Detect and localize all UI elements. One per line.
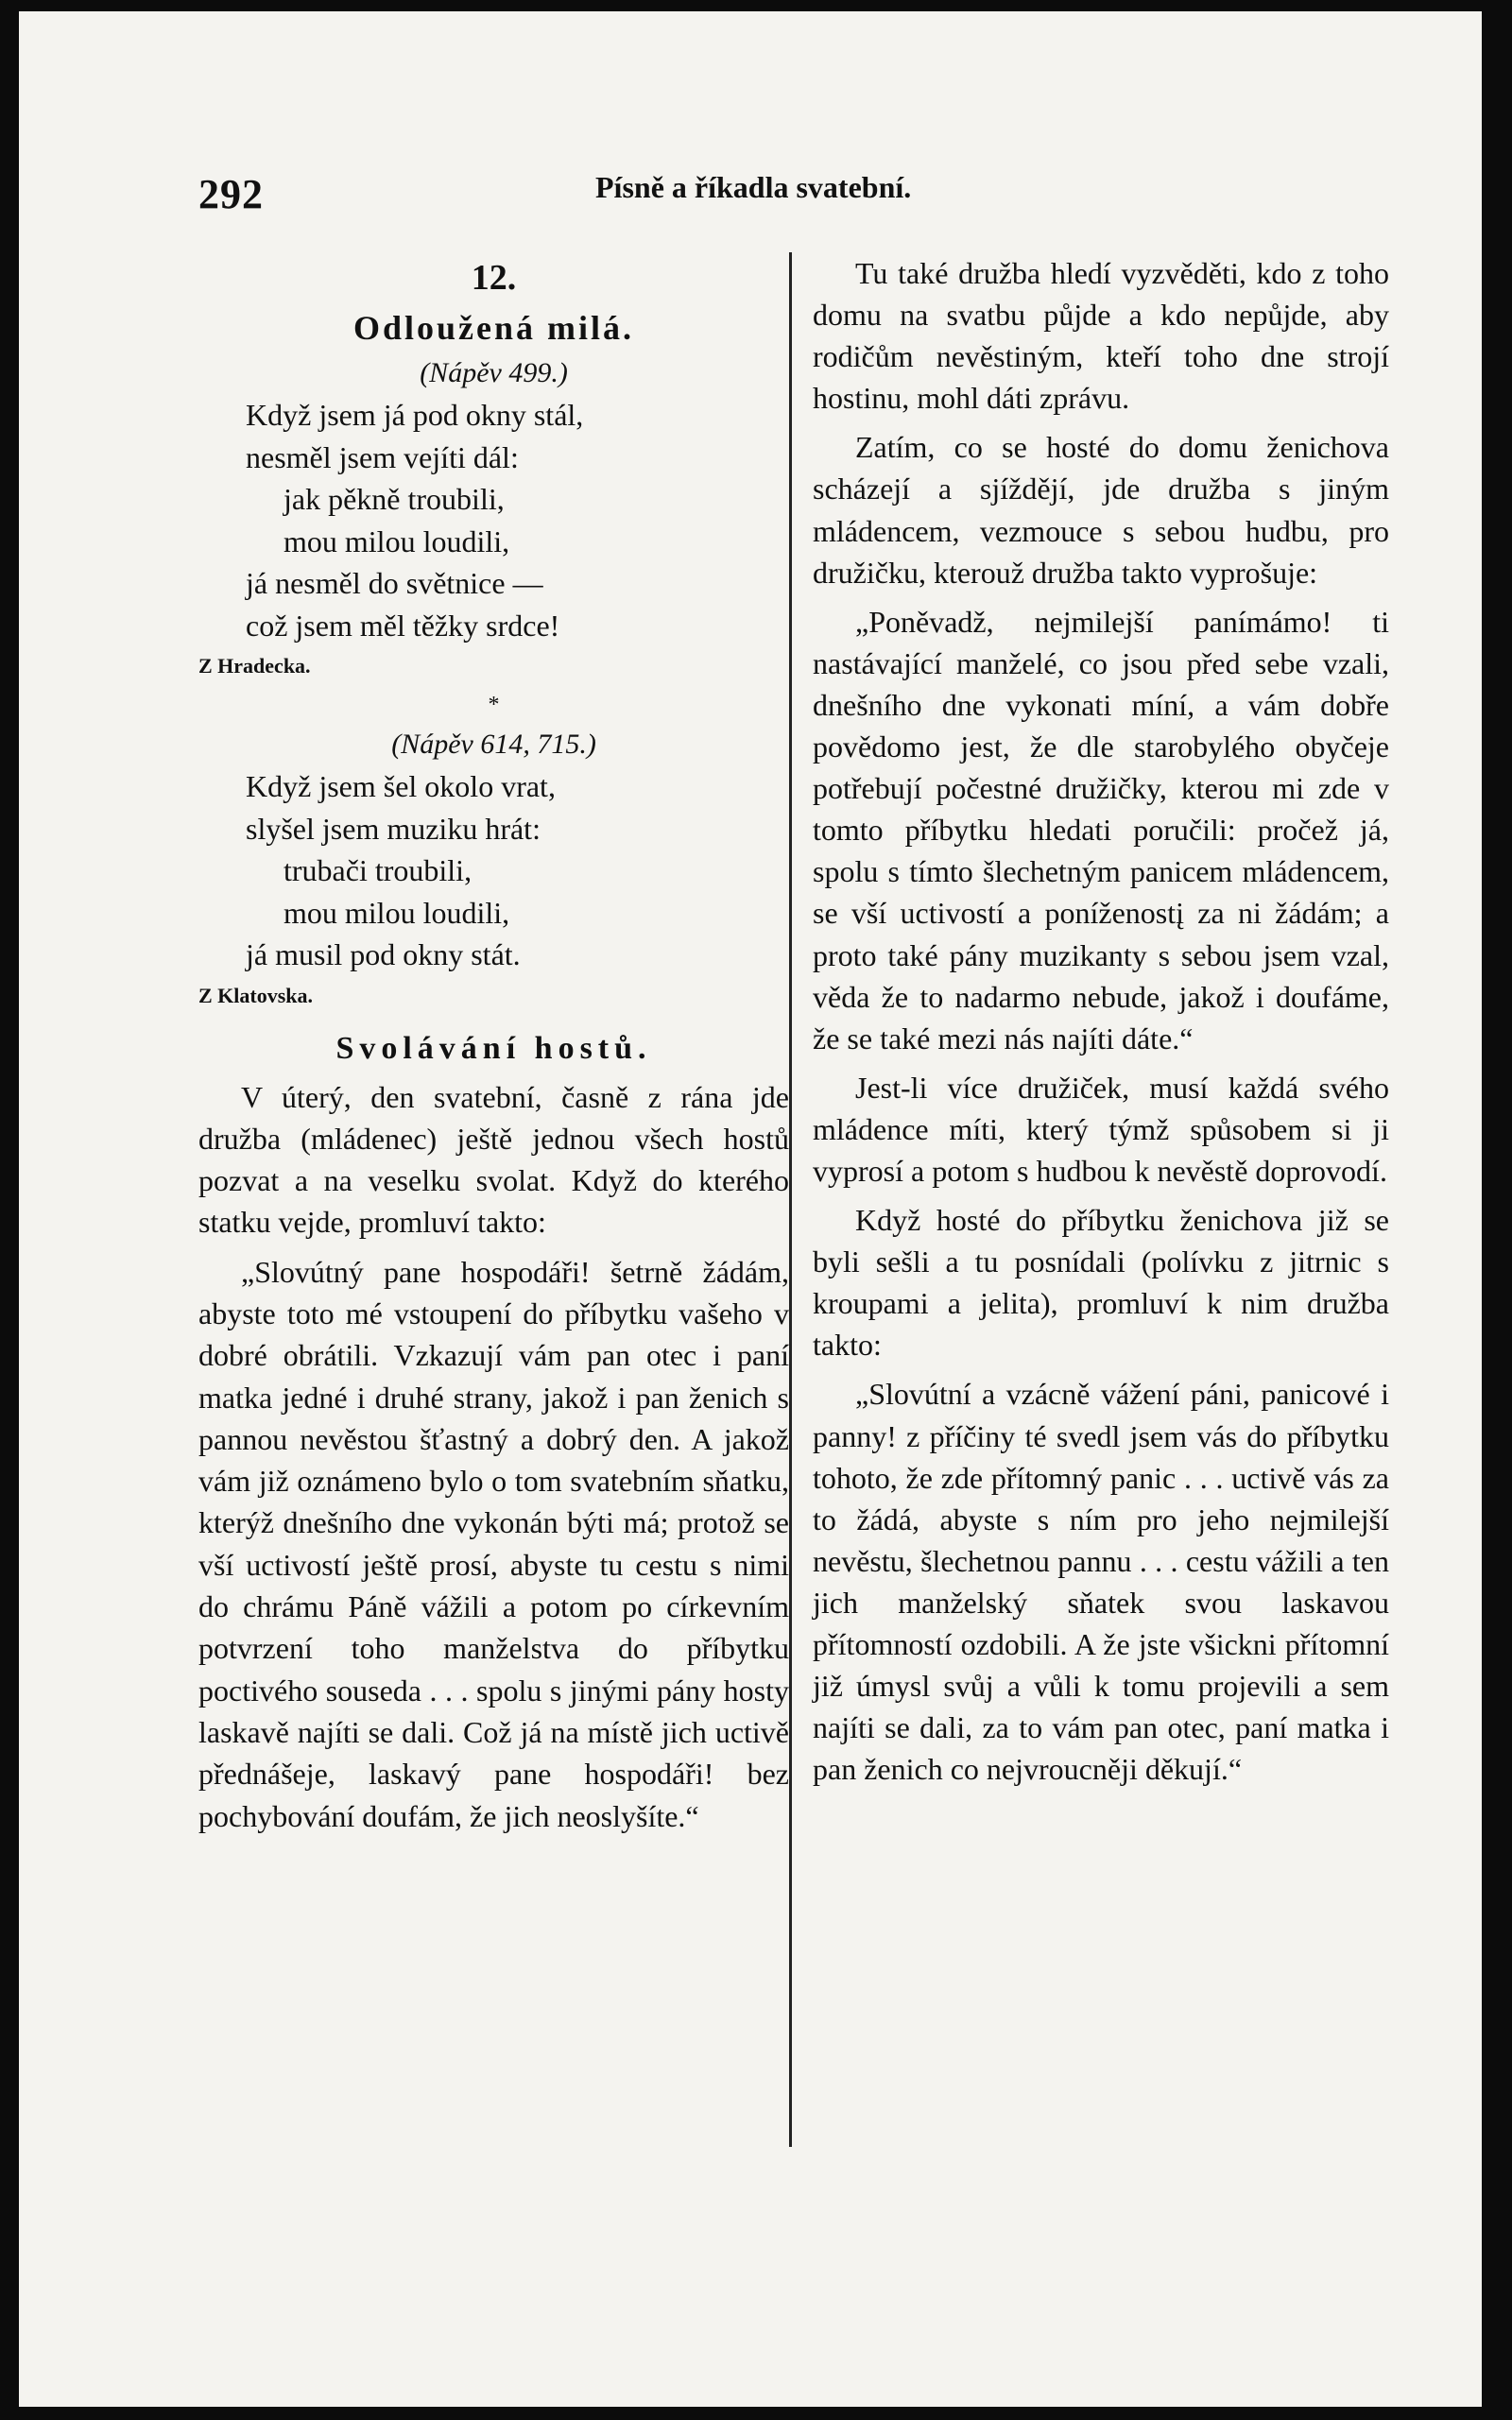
page-number: 292 (198, 171, 264, 217)
column-divider (789, 252, 792, 2147)
verse-line: Když jsem já pod okny stál, (246, 398, 584, 432)
verse-2 (198, 765, 789, 976)
paragraph: V úterý, den svatební, časně z rána jde družba (mládenec) ještě jednou všech hostů pozvat a na veselku svolat. Když do kterého statku vejde, promluví takto: (198, 1079, 789, 1240)
verse-line: slyšel jsem muziku hrát: (246, 811, 541, 846)
melody-reference: (Nápěv 614, 715.) (391, 729, 596, 760)
left-column (198, 252, 789, 1837)
verse-line: nesměl jsem vejíti dál: (246, 439, 519, 474)
melody-reference: (Nápěv 499.) (420, 357, 568, 388)
paragraph: Zatím, co se hosté do domu ženichova scházejí a sjíždějí, jde družba s jiným mládencem, vezmouce s sebou hudbu, pro družičku, kterouž družba takto vyprošuje: (813, 430, 1389, 590)
page-header (19, 153, 1482, 219)
verse-line: trubači troubili, (284, 853, 472, 887)
verse-line: což jsem měl těžky srdce! (246, 608, 560, 643)
paragraph: „Slovútný pane hospodáři! šetrně žádám, abyste toto mé vstoupení do příbytku vašeho v dobré obrátili. Vzkazují vám pan otec i paní matka jedné i druhé strany, jakož i pan ženich s pannou nevěstou šťastný a dobrý den. A jakož vám již oznámeno bylo o tom svatebním sňatku, kterýž dnešního dne vykonán býti má; protož se vší uctivostí ještě prosí, abyste tu cestu s nimi do chrámu Páně vážili a potom po církevním potvrzení toho manželstva do příbytku poctivého souseda . . . spolu s jinými pány hosty laskavě najíti se dali. Což já na místě jich uctivě přednášeje, laskavý pane hospodáři! bez pochybování doufám, že jich neoslyšíte.“ (198, 1254, 789, 1833)
paragraph: „Poněvadž, nejmilejší panímámo! ti nastávající manželé, co jsou před sebe vzali, dnešního dne vykonati míní, a vám dobře povědomo jest, že dle starobylého obyčeje potřebují počestné družičky, kterou mi zde v tomto příbytku hledati poručili: pročež já, spolu s tímto šlechetným panicem mládencem, se vší uctivostí a poníženostį za ni žádám; a proto také pány muzikanty s sebou jsem vzal, věda že to nadarmo nebude, jakož i doufáme, že se také mezi nás najíti dáte.“ (813, 604, 1389, 1056)
right-column (813, 252, 1389, 1790)
verse-line: jak pěkně troubili, (284, 482, 505, 516)
song-number: 12. (471, 258, 517, 298)
paragraph: „Slovútní a vzácně vážení páni, panicové i panny! z příčiny té svedl jsem vás do příbytku tohoto, že zde přítomný panic . . . uctivě vás za to žádá, abyste s ním pro jeho nejmilejší nevěstu, šlechetnou pannu . . . cestu vážili a ten jich manželský sňatek svou laskavou přítomností ozdobili. A že jste všickni přítomní již úmysl svůj a vůli k tomu projevili a sem najíti se dali, za to vám pan otec, paní matka i pan ženich co nejvroucněji děkují.“ (813, 1377, 1389, 1787)
verse-line: mou milou loudili, (284, 523, 510, 558)
paragraph: Když hosté do příbytku ženichova již se byli sešli a tu posnídali (polívku z jitrnic s kroupami a jelita), promluví k nim družba takto: (813, 1203, 1389, 1363)
verse-line: Když jsem šel okolo vrat, (246, 769, 556, 803)
verse-line: já nesměl do světnice — (246, 566, 543, 600)
region-source: Z Klatovska. (198, 983, 314, 1007)
verse-line: mou milou loudili, (284, 895, 510, 930)
paragraph: Jest-li více družiček, musí každá svého mládence míti, který týmž spůsobem si ji vyprosí a potom s hudbou k nevěstě doprovodí. (813, 1070, 1389, 1188)
running-title: Písně a říkadla svatební. (595, 170, 912, 204)
book-page (19, 11, 1482, 2407)
paragraph: Tu také družba hledí vyzvěděti, kdo z toho domu na svatbu půjde a kdo nepůjde, aby rodičům nevěstiným, kteří toho dne strojí hostinu, mohl dáti zprávu. (813, 256, 1389, 416)
verse-line: já musil pod okny stát. (246, 937, 521, 971)
verse-1 (198, 394, 789, 646)
region-source: Z Hradecka. (198, 654, 311, 678)
song-title: Odloužená milá. (352, 309, 635, 347)
section-title: Svolávání hostů. (335, 1030, 652, 1066)
separator-star: * (488, 693, 500, 717)
